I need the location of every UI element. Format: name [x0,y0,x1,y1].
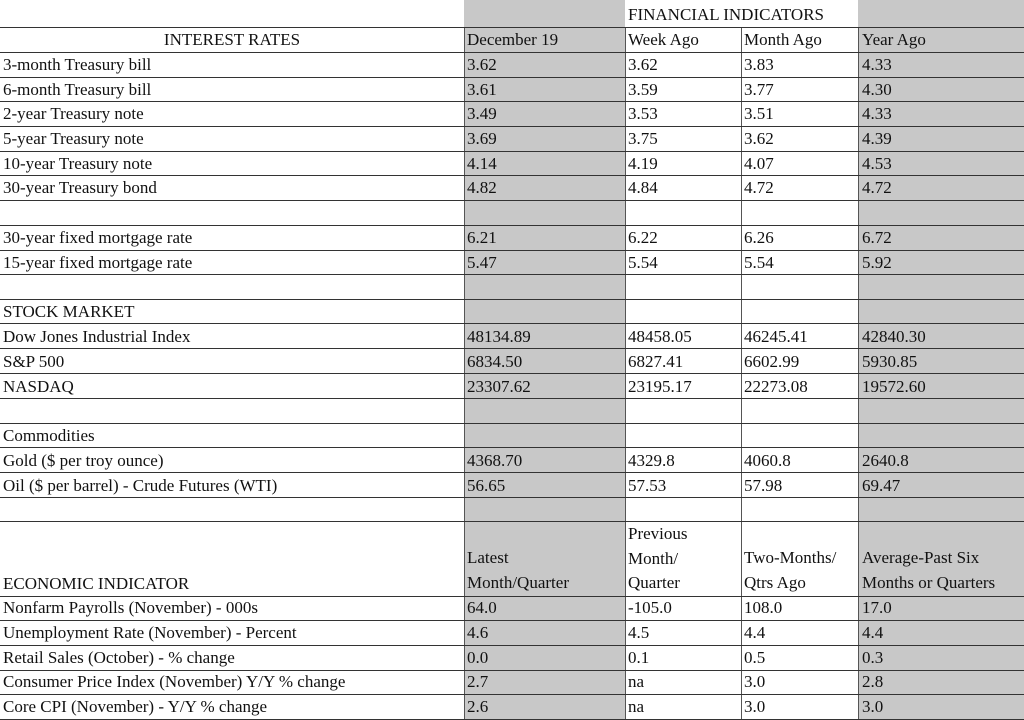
header-line: Months or Quarters [862,572,996,592]
row-divider [0,151,1024,152]
value-cell: 4.30 [862,80,892,99]
value-cell: 6602.99 [744,352,800,371]
row-label: Consumer Price Index (November) Y/Y % change [3,672,346,691]
row-label: 15-year fixed mortgage rate [3,253,193,272]
row-label: NASDAQ [3,377,74,396]
interest-rates-heading: INTEREST RATES [163,30,301,49]
value-cell: 4.84 [628,178,658,197]
row-divider [0,101,1024,102]
header-line: Two-Months/ [744,548,837,567]
value-cell: 6.26 [744,228,774,247]
row-divider [0,27,1024,28]
stock-market-heading: STOCK MARKET [3,302,135,321]
value-cell: 5930.85 [862,352,918,371]
value-cell: 6834.50 [467,352,523,371]
header-line: Previous [628,524,688,543]
value-cell: 19572.60 [862,377,926,396]
value-cell: 4.33 [862,104,892,123]
value-cell: 4.82 [467,178,497,197]
column-header-average [862,546,995,595]
value-cell: 3.59 [628,80,658,99]
row-divider [0,175,1024,176]
row-label: Nonfarm Payrolls (November) - 000s [3,598,258,617]
row-label: 30-year fixed mortgage rate [3,228,193,247]
value-cell: 4.5 [628,623,650,642]
value-cell: 4.4 [744,623,766,642]
value-cell: 3.0 [744,672,766,691]
commodities-heading: Commodities [3,426,95,445]
row-divider [0,620,1024,621]
value-cell: 3.0 [744,697,766,716]
value-cell: 5.92 [862,253,892,272]
value-cell: 6.72 [862,228,892,247]
row-divider [0,77,1024,78]
row-divider [0,299,1024,300]
value-cell: 4.53 [862,154,892,173]
value-cell: 4060.8 [744,451,791,470]
column-header-year-ago: Year Ago [862,30,926,49]
row-label: 3-month Treasury bill [3,55,152,74]
header-line: Quarter [628,573,680,593]
row-divider [0,250,1024,251]
column-header-latest [467,546,569,595]
column-header-current: December 19 [467,30,559,49]
value-cell: 42840.30 [862,327,926,346]
value-cell: 6.22 [628,228,658,247]
value-cell: 17.0 [862,598,892,617]
value-cell: 3.51 [744,104,774,123]
value-cell: 57.53 [628,476,667,495]
column-header-month-ago: Month Ago [744,30,822,49]
value-cell: 4.33 [862,55,892,74]
value-cell: 3.49 [467,104,497,123]
row-divider [0,497,1024,498]
value-cell: 56.65 [467,476,506,495]
row-label: Gold ($ per troy ounce) [3,451,164,470]
value-cell: 4.19 [628,154,658,173]
header-line: Latest [467,548,509,567]
row-divider [0,323,1024,324]
row-label: 2-year Treasury note [3,104,144,123]
row-label: 30-year Treasury bond [3,178,157,197]
value-cell: 4.4 [862,623,884,642]
economic-indicator-heading: ECONOMIC INDICATOR [3,574,190,593]
row-divider [0,373,1024,374]
value-cell: 2640.8 [862,451,909,470]
value-cell: 46245.41 [744,327,808,346]
row-divider [0,447,1024,448]
header-line: Month/Quarter [467,572,569,592]
value-cell: 0.3 [862,648,884,667]
row-label: 5-year Treasury note [3,129,144,148]
header-line: Average-Past Six [862,548,980,567]
header-line: Qtrs Ago [744,572,806,592]
value-cell: 3.0 [862,697,884,716]
value-cell: 4.72 [862,178,892,197]
row-label: Core CPI (November) - Y/Y % change [3,697,268,716]
value-cell: 0.5 [744,648,766,667]
value-cell: 2.8 [862,672,884,691]
row-label: Oil ($ per barrel) - Crude Futures (WTI) [3,476,278,495]
value-cell: 5.54 [628,253,658,272]
row-divider [0,521,1024,522]
value-cell: 48134.89 [467,327,531,346]
row-divider [0,596,1024,597]
value-cell: 108.0 [744,598,783,617]
value-cell: 0.0 [467,648,489,667]
header-line: Month/ [628,548,679,568]
value-cell: 23195.17 [628,377,692,396]
value-cell: na [628,672,645,691]
value-cell: 48458.05 [628,327,692,346]
value-cell: 3.69 [467,129,497,148]
value-cell: -105.0 [628,598,672,617]
value-cell: 3.83 [744,55,774,74]
row-label: 10-year Treasury note [3,154,153,173]
value-cell: 2.6 [467,697,489,716]
value-cell: 4.6 [467,623,489,642]
row-divider [0,274,1024,275]
value-cell: 5.54 [744,253,774,272]
value-cell: 3.77 [744,80,774,99]
value-cell: 4.14 [467,154,497,173]
value-cell: 2.7 [467,672,489,691]
value-cell: 3.53 [628,104,658,123]
row-divider [0,694,1024,695]
row-divider [0,200,1024,201]
value-cell: 3.62 [744,129,774,148]
row-label: S&P 500 [3,352,65,371]
value-cell: 3.62 [628,55,658,74]
row-divider [0,348,1024,349]
value-cell: 3.62 [467,55,497,74]
row-divider [0,126,1024,127]
row-divider [0,472,1024,473]
value-cell: 57.98 [744,476,783,495]
row-label: Retail Sales (October) - % change [3,648,235,667]
page-title: FINANCIAL INDICATORS [628,5,824,24]
value-cell: 5.47 [467,253,497,272]
value-cell: 4368.70 [467,451,523,470]
value-cell: 23307.62 [467,377,531,396]
row-divider [0,423,1024,424]
row-label: Unemployment Rate (November) - Percent [3,623,297,642]
value-cell: 0.1 [628,648,650,667]
value-cell: 3.75 [628,129,658,148]
value-cell: 64.0 [467,598,497,617]
row-divider [0,398,1024,399]
value-cell: 6827.41 [628,352,684,371]
row-divider [0,670,1024,671]
value-cell: 4329.8 [628,451,675,470]
row-divider [0,225,1024,226]
column-header-two-months [744,546,836,595]
value-cell: 6.21 [467,228,497,247]
row-label: 6-month Treasury bill [3,80,152,99]
value-cell: 69.47 [862,476,901,495]
value-cell: na [628,697,645,716]
column-header-previous [628,522,688,596]
row-label: Dow Jones Industrial Index [3,327,191,346]
value-cell: 4.07 [744,154,774,173]
value-cell: 4.39 [862,129,892,148]
value-cell: 4.72 [744,178,774,197]
row-divider [0,52,1024,53]
value-cell: 3.61 [467,80,497,99]
row-divider [0,645,1024,646]
column-header-week-ago: Week Ago [628,30,699,49]
value-cell: 22273.08 [744,377,808,396]
